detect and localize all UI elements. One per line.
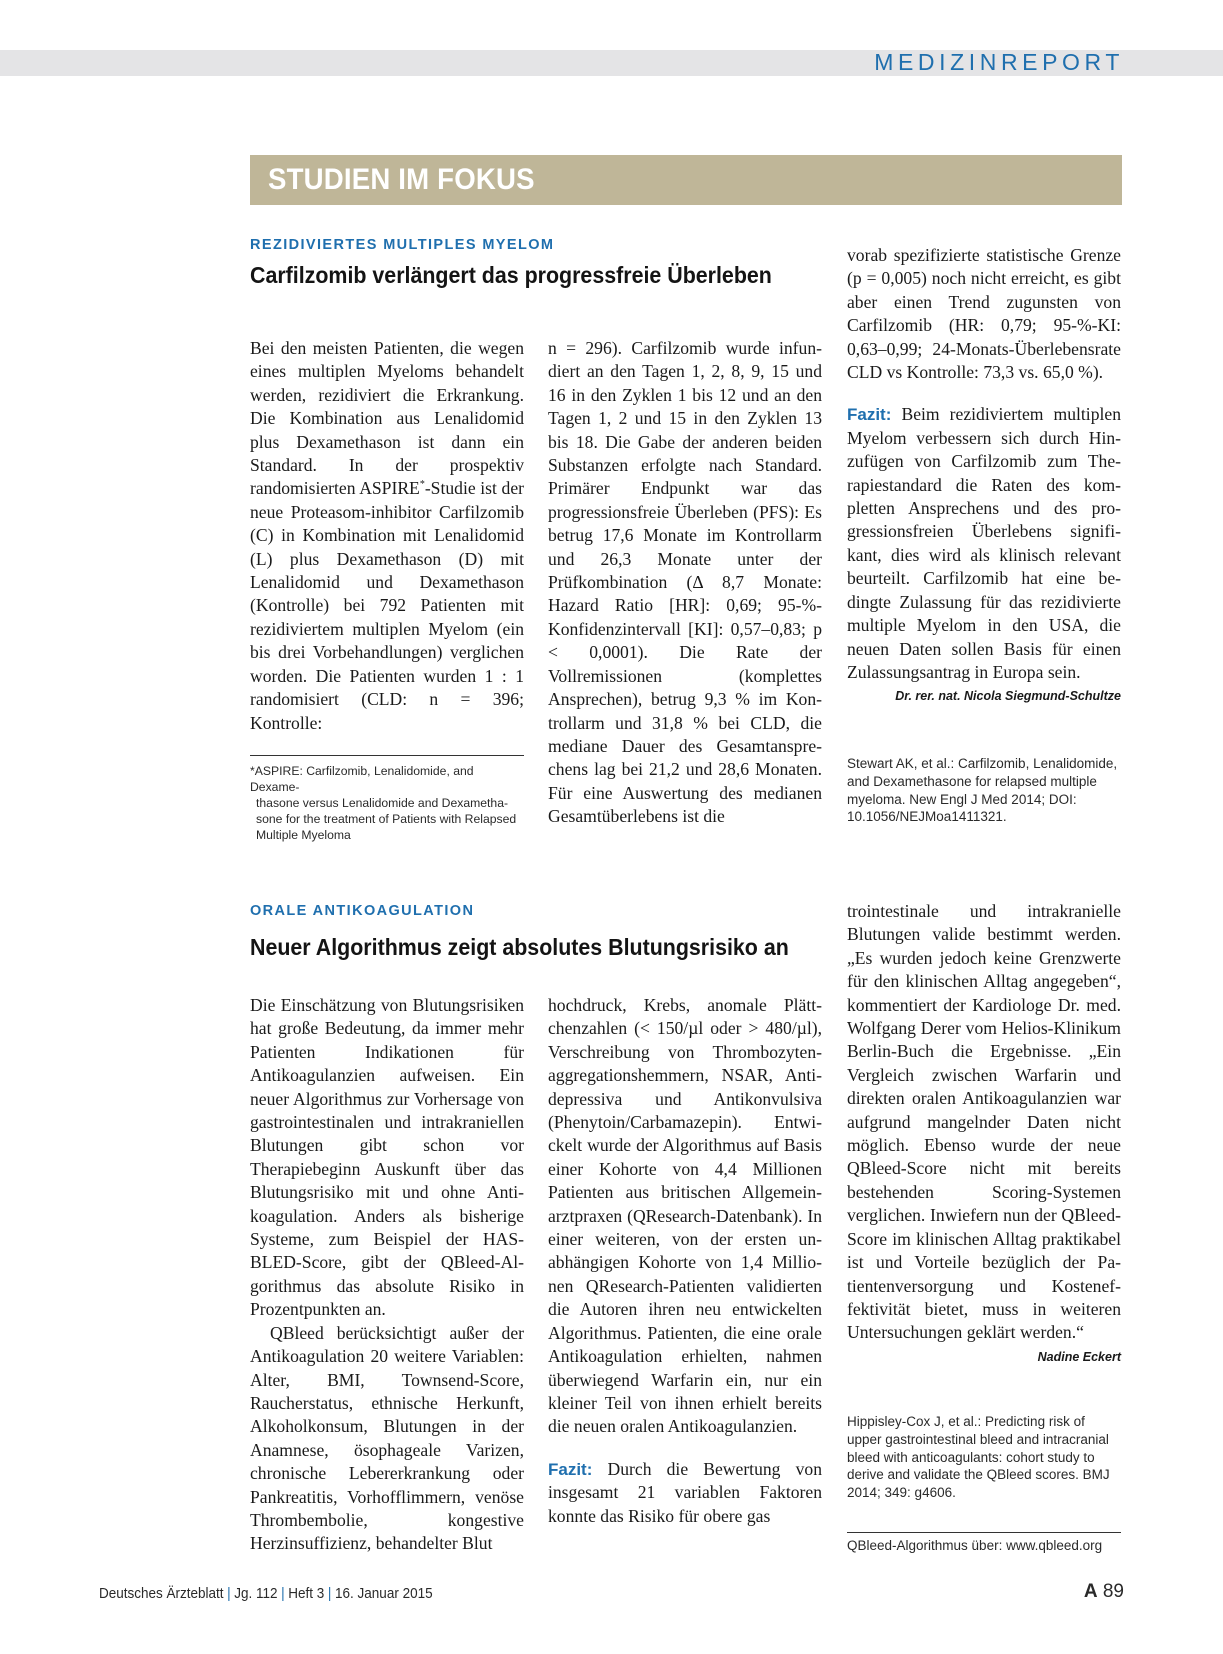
article1-footnote [250,755,524,843]
article1-kicker: REZIDIVIERTES MULTIPLES MYELOM [250,237,555,253]
article1-fazit [847,403,1121,704]
journal-name: Deutsches Ärzteblatt [99,1585,224,1602]
section-label: MEDIZINREPORT [874,49,1124,75]
page-number [1084,1581,1124,1603]
issue: Heft 3 [288,1585,325,1602]
article1-col3-text: vorab spezifizierte statistische Grenze (p = 0,005) noch nicht erreicht, es gibt aber einen Trend zugunsten von Carfilzomib (HR: 0,79; 95-%-KI: 0,63–0,99; 24-Monats-Überlebensrate CLD vs Kontrolle: 73,3 vs. 65,0 %). [847,245,1121,383]
article2-col1-para1: Die Einschätzung von Blutungsrisiken hat große Bedeutung, da immer mehr Patienten Indikationen für Antikoagulanzien aufweisen. Ein neuer Algorithmus zur Vorhersage von gastrointestinalen und intrakraniellen Blutungen gibt schon vor Therapiebeginn Auskunft über das Blutungsrisiko mit und ohne Antikoagulation. Anders als bisherige Systeme, zum Beispiel der HAS-BLED-Score, gibt der QBleed-Algorithmus das absolute Risiko in Prozentpunkten an. [250,995,524,1320]
page-footer: Deutsches Ärzteblatt | Jg. 112 | Heft 3 | 16. Januar 2015 [99,1585,433,1602]
footnote-marker: * [419,479,425,491]
article1-column2 [548,337,822,829]
article2-fazit [548,1458,822,1528]
section-banner [250,155,1122,205]
article2-reference: Hippisley-Cox J, et al.: Predicting risk of upper gastrointestinal bleed and intracranial bleed with anticoagulants: cohort study to derive and validate the QBleed scores. BMJ 2014; 349: g4606. [847,1414,1110,1501]
article2-col3-text: trointestinale und intrakranielle Blutungen valide bestimmt werden. „Es wurden jedoch keine Grenzwerte für den klinischen Alltag angegeben“, kommentiert der Kardiologe Dr. med. Wolfgang Derer vom Helios-Klinikum Berlin-Buch die Ergebnisse. „Ein Vergleich zwischen Warfarin und direkten oralen Antikoagulanzien war aufgrund mangelnder Daten nicht möglich. Ebenso wurde der neue QBleed-Score nicht mit bereits bestehenden Scoring-Systemen verglichen. Inwiefern nun der QBleed-Score im klinischen Alltag praktikabel ist und Vorteile bezüglich der Patientenversorgung und Kosteneffektivität bietet, muss in weiteren Untersuchungen geklärt werden.“ [847,901,1121,1343]
footnote-rest: thasone versus Lenalidomide and Dexamethasone for the treatment of Patients with Relapsed Multiple Myeloma [256,796,517,842]
article1-col1-text-a: Bei den meisten Patienten, die wegen eines multiplen Myeloms behandelt werden, rezidiviert die Erkrankung. Die Kombination aus Lenalidomid plus Dexamethason ist dann ein Standard. In der prospektiv randomisierten ASPIRE [250,338,524,499]
page-number-value: 89 [1102,1581,1124,1602]
article1-reference: Stewart AK, et al.: Carfilzomib, Lenalidomide, and Dexamethasone for relapsed multiple myeloma. New Engl J Med 2014; DOI: 10.1056/NEJMoa1411321. [847,756,1118,825]
fazit-text: Beim rezidiviertem multiplen Myelom verbessern sich durch Hinzufügen von Carfilzomib zum Therapiestandard die Raten des kompletten Ansprechens und des progressionsfreien Überlebens signifikant, dies wird als klinisch relevant beurteilt. Carfilzomib hat eine bedingte Zulassung für das rezidivierte multiple Myelom in den USA, die neuen Daten sollen Basis für einen Zulassungsantrag in Europa sein. [847,404,1121,682]
fazit-text: Durch die Bewertung von insgesamt 21 variablen Faktoren konnte das Risiko für obere gas [548,1458,822,1526]
article2-kicker: ORALE ANTIKOAGULATION [250,903,475,919]
volume: Jg. 112 [234,1585,278,1602]
article1-column3 [847,244,1121,709]
fazit-label: Fazit: [847,405,892,425]
divider [847,1532,1121,1533]
fazit-label: Fazit: [548,1459,593,1479]
article2-column1 [250,994,524,1556]
issue-date: 16. Januar 2015 [335,1585,433,1602]
article1-column1 [250,337,524,735]
article1-col2-text: n = 296). Carfilzomib wurde infundiert an den Tagen 1, 2, 8, 9, 15 und 16 in den Zyklen 1 bis 12 und an den Tagen 1, 2 und 15 in den Zyklen 13 bis 18. Die Gabe der anderen beiden Substanzen erfolgte nach Standard. Primärer Endpunkt war das progressionsfreie Überleben (PFS): Es betrug 17,6 Monate im Kontrollarm und 26,3 Monate unter der Prüfkombination (Δ 8,7 Monate: Hazard Ratio [HR]: 0,69; 95-%-Konfidenzintervall [KI]: 0,57–0,83; p < 0,0001). Die Rate der Vollremissionen (komplettes Ansprechen), betrug 9,3 % im Kontrollarm und 31,8 % bei CLD, die mediane Dauer des Gesamtansprechens lag bei 21,2 und 28,6 Monaten. Für eine Auswertung des medianen Gesamtüberlebens ist die [548,338,822,827]
article2-col2-text: hochdruck, Krebs, anomale Plättchenzahlen (< 150/µl oder > 480/µl), Verschreibung von Thrombozytenaggregationshemmern, NSAR, Antidepressiva und Antikonvulsiva (Phenytoin/Carbamazepin). Entwickelt wurde der Algorithmus auf Basis einer Kohorte von 4,4 Millionen Patienten aus britischen Allgemeinarztpraxen (QResearch-Datenbank). In einer weiteren, von der ersten unabhängigen Kohorte von 1,4 Millionen QResearch-Patienten validierten die Autoren ihren neu entwickelten Algorithmus. Patienten, die eine orale Antikoagulation erhielten, nahmen überwiegend Warfarin ein, nur ein kleiner Teil von ihnen erhielt bereits die neuen oralen Antikoagulanzien. [548,995,822,1437]
article2-column3 [847,900,1121,1369]
article2-col1-para2: QBleed berücksichtigt außer der Antikoagulation 20 weitere Variablen: Alter, BMI, Townsend-Score, Raucherstatus, ethnische Herkunft, Alkoholkonsum, Blutungen in der Anamnese, ösophageale Varizen, chronische Lebererkrankung oder Pankreatitis, Vorhofflimmern, venöse Thrombembolie, kongestive Herzinsuffizienz, behandelter Blut [250,1322,524,1554]
page-prefix: A [1083,1581,1098,1602]
qbleed-link-note: QBleed-Algorithmus über: www.qbleed.org [847,1538,1103,1553]
article2-column2 [548,994,822,1528]
banner-title: STUDIEN IM FOKUS [268,163,535,196]
article1-author: Dr. rer. nat. Nicola Siegmund-Schultze [895,689,1121,704]
article2-headline: Neuer Algorithmus zeigt absolutes Blutungsrisiko an [250,934,789,960]
footnote-line1: *ASPIRE: Carfilzomib, Lenalidomide, and Dexame- [250,764,474,794]
article1-col1-text-b: -Studie ist der neue Proteasom-inhibitor Carfilzomib (C) in Kombination mit Lenalidomid (L) plus Dexamethason (D) mit Lenalidomid und Dexamethason (Kontrolle) bei 792 Patienten mit rezidiviertem multiplen Myelom (ein bis drei Vorbehandlungen) verglichen worden. Die Patienten wurden 1 : 1 randomisiert (CLD: n = 396; Kontrolle: [250,478,524,733]
article1-headline: Carfilzomib verlängert das progressfreie Überleben [250,262,772,288]
article2-author: Nadine Eckert [1037,1349,1121,1364]
